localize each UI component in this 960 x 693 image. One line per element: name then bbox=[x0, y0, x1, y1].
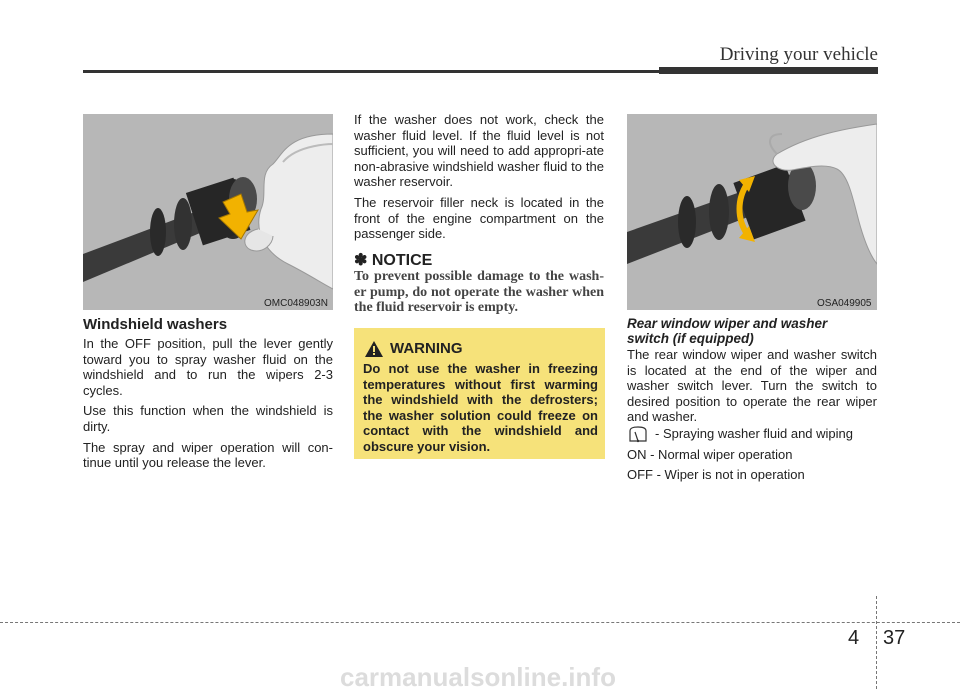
rear-wiper-svg bbox=[627, 114, 877, 310]
paragraph: The reservoir filler neck is located in the front of the engine compartment on the passenger side. bbox=[354, 194, 604, 242]
subheading-line: Rear window wiper and washer bbox=[627, 316, 828, 331]
page-number-separator bbox=[876, 596, 877, 689]
list-item-text: - Spraying washer fluid and wiping bbox=[655, 426, 853, 442]
notice-title: NOTICE bbox=[371, 252, 433, 269]
notice-symbol: ✽ bbox=[354, 252, 368, 269]
chapter-number: 4 bbox=[848, 627, 860, 649]
header-rule bbox=[83, 70, 659, 73]
page-number: 37 bbox=[883, 627, 906, 649]
section-title: Driving your vehicle bbox=[719, 44, 878, 65]
col3-body bbox=[627, 347, 877, 430]
header-rule-accent bbox=[659, 67, 878, 74]
notice-heading bbox=[354, 250, 432, 270]
paragraph: The rear window wiper and washer switch is located at the end of the wiper and washer switch lever. Turn the switch to desired position to operate the rear wiper and washer. bbox=[627, 347, 877, 425]
wiper-lever-pull-illustration bbox=[83, 114, 333, 310]
paragraph: In the OFF position, pull the lever gently toward you to spray washer fluid on the windshield and to run the wipers 2-3 cycles. bbox=[83, 336, 333, 398]
subheading-line: switch (if equipped) bbox=[627, 331, 754, 346]
warning-text: Do not use the washer in freezing temperatures without first warming the windshield with the defrosters; the washer solution could freeze on contact with the windshield and obscure your vision. bbox=[363, 361, 598, 454]
heading-windshield-washers: Windshield washers bbox=[83, 316, 228, 333]
list-item bbox=[627, 425, 877, 443]
figure-code: OSA049905 bbox=[817, 298, 872, 309]
watermark: carmanualsonline.info bbox=[340, 662, 616, 692]
list-item: ON - Normal wiper operation bbox=[627, 447, 793, 462]
figure-code: OMC048903N bbox=[264, 298, 328, 309]
warning-triangle-icon bbox=[364, 340, 384, 358]
rear-washer-icon bbox=[627, 425, 649, 443]
col3-item-list bbox=[627, 425, 877, 482]
col1-body bbox=[83, 336, 333, 476]
wiper-lever-svg bbox=[83, 114, 333, 310]
warning-box bbox=[354, 328, 605, 459]
paragraph: The spray and wiper operation will con-tinue until you release the lever. bbox=[83, 439, 333, 471]
warning-title: WARNING bbox=[390, 340, 463, 357]
notice-text: To prevent possible damage to the wash-er pump, do not operate the washer when the fluid reservoir is empty. bbox=[354, 269, 604, 315]
col2-body bbox=[354, 112, 604, 247]
paragraph: Use this function when the windshield is dirty. bbox=[83, 403, 333, 434]
subheading-rear-wiper bbox=[627, 316, 877, 346]
footer-rule bbox=[0, 622, 960, 623]
rear-wiper-switch-illustration bbox=[627, 114, 877, 310]
list-item: OFF - Wiper is not in operation bbox=[627, 466, 805, 482]
paragraph: If the washer does not work, check the washer fluid level. If the fluid level is not sufficient, you will need to add appropri-ate non-abrasive windshield washer fluid to the washer reservoir. bbox=[354, 112, 604, 190]
